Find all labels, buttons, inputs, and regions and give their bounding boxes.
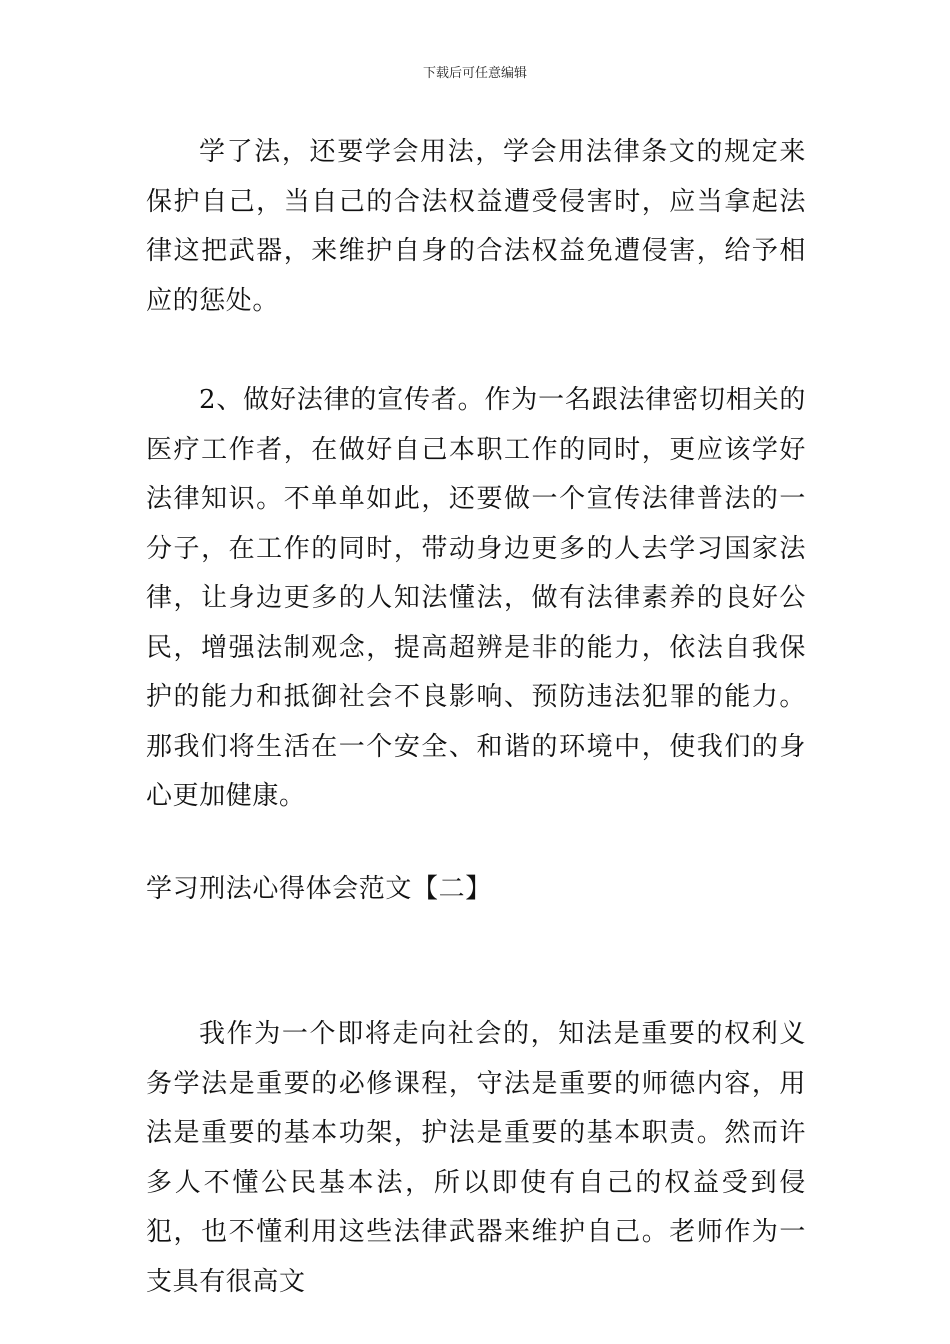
section-title: 学习刑法心得体会范文【二】 (146, 873, 492, 904)
paragraph-spacer (146, 326, 806, 376)
paragraph-teacher-law: 我作为一个即将走向社会的，知法是重要的权利义务学法是重要的必修课程，守法是重要的师德内容，用法是重要的基本功架，护法是重要的基本职责。然而许多人不懂公民基本法，所以即使有自己的权益受到侵犯，也不懂利用这些法律武器来维护自己。老师作为一支具有很高文 (146, 1019, 806, 1297)
paragraph-self-protection: 学了法，还要学会用法，学会用法律条文的规定来保护自己，当自己的合法权益遭受侵害时，应当拿起法律这把武器，来维护自身的合法权益免遭侵害，给予相应的惩处。 (146, 137, 806, 316)
page-header-note: 下载后可任意编辑 (422, 66, 527, 81)
document-body (146, 128, 806, 1307)
section-spacer (146, 914, 806, 1010)
paragraph-law-promoter: 2、做好法律的宣传者。作为一名跟法律密切相关的医疗工作者，在做好自己本职工作的同时，更应该学好法律知识。不单单如此，还要做一个宣传法律普法的一分子，在工作的同时，带动身边更多的人去学习国家法律，让身边更多的人知法懂法，做有法律素养的良好公民，增强法制观念，提高超辨是非的能力，依法自我保护的能力和抵御社会不良影响、预防违法犯罪的能力。那我们将生活在一个安全、和谐的环境中，使我们的身心更加健康。 (146, 385, 806, 811)
paragraph-spacer (146, 822, 806, 865)
